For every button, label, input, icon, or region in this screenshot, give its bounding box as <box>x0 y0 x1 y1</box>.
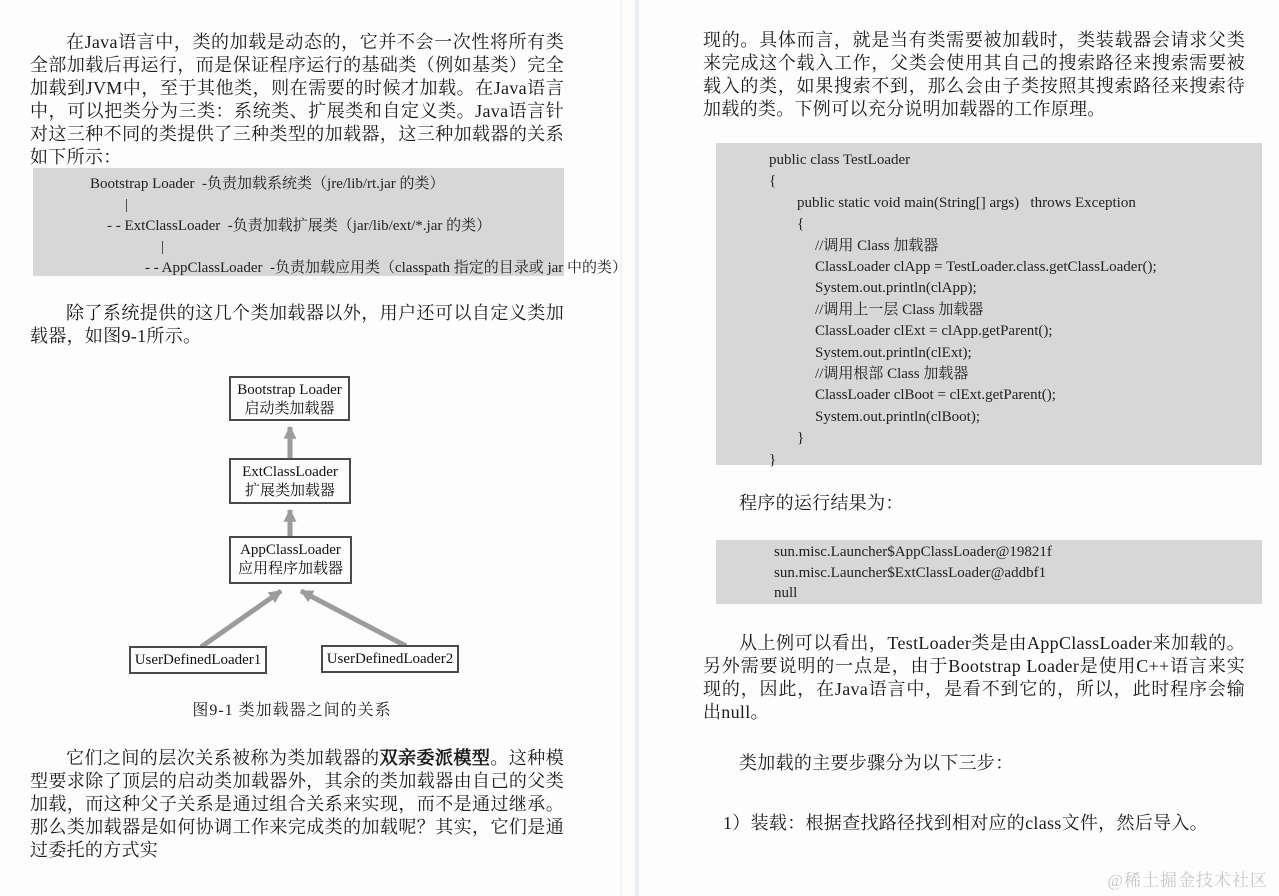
code-line: System.out.println(clBoot); <box>815 408 980 425</box>
figure-caption: 图9-1 类加载器之间的关系 <box>192 702 392 719</box>
code-line: ClassLoader clExt = clApp.getParent(); <box>815 323 1053 340</box>
node-label-zh: 扩展类加载器 <box>244 483 335 499</box>
loader-tree-line: | <box>125 197 129 213</box>
figure-node-user-defined-loader2: UserDefinedLoader2 <box>321 645 459 673</box>
code-line: System.out.println(clExt); <box>815 344 972 361</box>
code-line: //调用 Class 加载器 <box>815 237 939 254</box>
paragraph-text: 它们之间的层次关系被称为类加载器的 <box>66 748 380 768</box>
node-label-en: ExtClassLoader <box>242 464 338 480</box>
figure-9-1 <box>100 370 540 720</box>
paragraph-custom-loader: 除了系统提供的这几个类加载器以外，用户还可以自定义类加载器，如图9-1所示。 <box>30 303 564 346</box>
code-block-testloader <box>716 143 1262 468</box>
code-line: } <box>769 451 777 468</box>
node-label-zh: 应用程序加载器 <box>237 561 343 577</box>
code-line: //调用上一层 Class 加载器 <box>815 301 984 318</box>
result-label: 程序的运行结果为： <box>739 493 904 513</box>
loader-tree-line: - - ExtClassLoader -负责加载扩展类（jar/lib/ext/*.jar 的类） <box>107 218 492 234</box>
loader-tree-line: - - AppClassLoader -负责加载应用类（classpath 指定的目录或 jar 中的类） <box>145 260 628 276</box>
arrow-user1-to-app <box>201 591 281 647</box>
code-line: //调用根部 Class 加载器 <box>815 366 969 383</box>
figure-node-user-defined-loader1: UserDefinedLoader1 <box>129 646 267 674</box>
right-page <box>641 0 1279 896</box>
output-line: sun.misc.Launcher$AppClassLoader@19821f <box>774 544 1052 560</box>
page-gutter-shadow <box>620 0 622 896</box>
output-line: sun.misc.Launcher$ExtClassLoader@addbf1 <box>774 564 1047 581</box>
loader-tree-line: | <box>161 239 165 255</box>
figure-node-app-classloader <box>229 536 352 584</box>
program-output-block <box>716 540 1262 604</box>
figure-node-bootstrap-loader <box>229 376 350 421</box>
node-label-en: AppClassLoader <box>240 542 341 558</box>
arrow-user2-to-app <box>301 591 406 646</box>
code-line: public static void main(String[] args) throws Exception <box>797 194 1136 211</box>
output-line: null <box>774 585 798 601</box>
code-line: System.out.println(clApp); <box>815 280 977 297</box>
code-line: ClassLoader clApp = TestLoader.class.getClassLoader(); <box>815 259 1157 276</box>
code-line: { <box>797 216 805 233</box>
figure-node-ext-classloader <box>229 458 351 504</box>
loader-tree-line: Bootstrap Loader -负责加载系统类（jre/lib/rt.jar 的类） <box>90 176 445 192</box>
paragraph-text: 。这种模型要求除了顶层的启动类加载器外，其余的类加载器由自己的父类加载，而这种父子关系是通过组合关系来实现，而不是通过继承。那么类加载器是如何协调工作来完成类的加载呢？其实，它们是通过委托的方式实 <box>30 748 564 860</box>
code-line: } <box>797 430 805 447</box>
steps-intro: 类加载的主要步骤分为以下三步： <box>739 753 1014 773</box>
step-item-1: 1）装载：根据查找路径找到相对应的class文件，然后导入。 <box>723 813 1208 833</box>
paragraph-delegation-model <box>30 747 564 862</box>
node-label-en: Bootstrap Loader <box>237 382 342 398</box>
code-line: public class TestLoader <box>769 152 911 168</box>
code-line: ClassLoader clBoot = clExt.getParent(); <box>815 387 1056 404</box>
bold-term-parent-delegation: 双亲委派模型 <box>379 748 491 768</box>
code-line: { <box>769 173 777 190</box>
loader-hierarchy-box <box>33 168 628 276</box>
watermark: @稀土掘金技术社区 <box>1107 871 1268 890</box>
left-page <box>0 0 628 896</box>
paragraph-delegation-continued: 现的。具体而言，就是当有类需要被加载时，类装载器会请求父类来完成这个载入工作，父类会使用其自己的搜索路径来搜索需要被载入的类，如果搜索不到，那么会由子类按照其搜索路径来搜索待加载的类。下例可以充分说明加载器的工作原理。 <box>703 30 1245 119</box>
node-label-zh: 启动类加载器 <box>244 401 335 417</box>
paragraph-analysis: 从上例可以看出，TestLoader类是由AppClassLoader来加载的。另外需要说明的一点是，由于Bootstrap Loader是使用C++语言来实现的，因此，在Java语言中，是看不到它的，所以，此时程序会输出null。 <box>703 633 1245 722</box>
page-divider <box>635 0 639 896</box>
paragraph-intro: 在Java语言中，类的加载是动态的，它并不会一次性将所有类全部加载后再运行，而是保证程序运行的基础类（例如基类）完全加载到JVM中，至于其他类，则在需要的时候才加载。在Java语言中，可以把类分为三类：系统类、扩展类和自定义类。Java语言针对这三种不同的类提供了三种类型的加载器，这三种加载器的关系如下所示： <box>30 32 564 167</box>
